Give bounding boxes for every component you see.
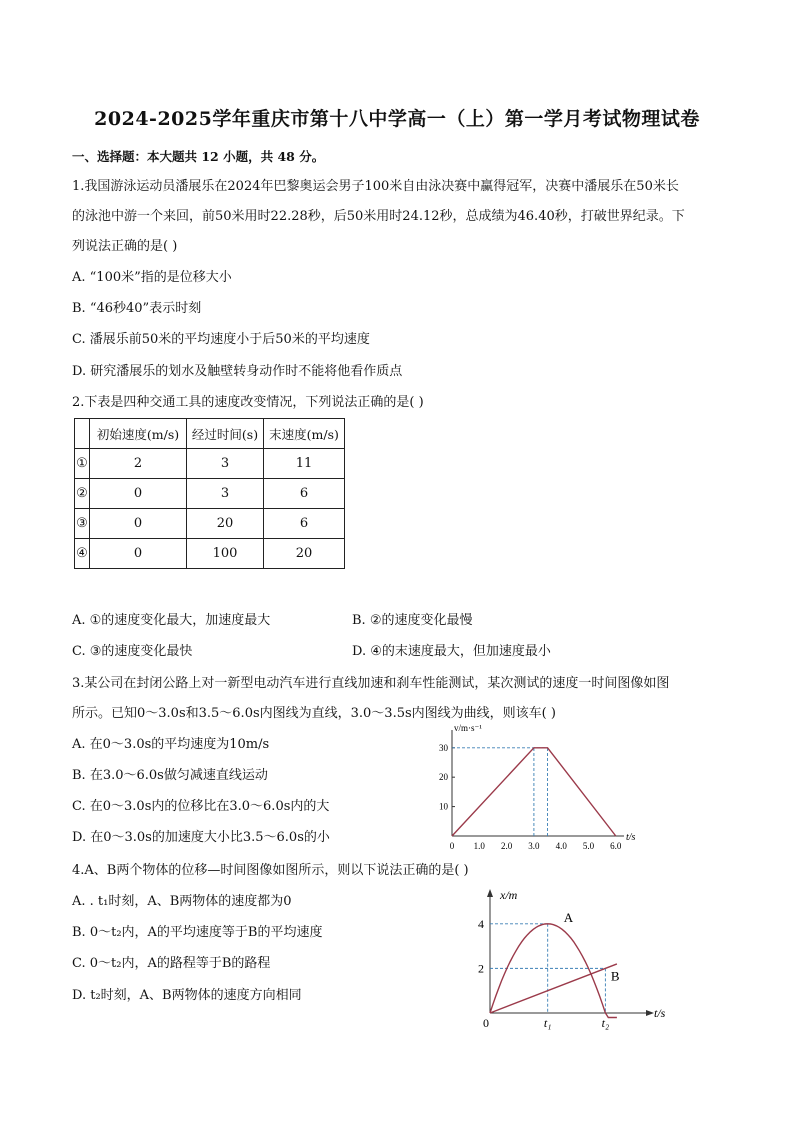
- x-tick-label: 6.0: [610, 841, 622, 851]
- x-tick-label: 0: [449, 841, 455, 851]
- x-tick-label: 1.0: [473, 841, 485, 851]
- q1-stem-line: 1.我国游泳运动员潘展乐在2024年巴黎奥运会男子100米自由泳决赛中赢得冠军，决赛中潘展乐在50米长: [72, 179, 679, 194]
- x-axis-arrow: [646, 1010, 654, 1016]
- q2-option-c: C. ③的速度变化最快: [72, 644, 193, 659]
- y-axis-label: v/m·s⁻¹: [454, 723, 482, 733]
- table-header: 经过时间(s): [187, 419, 264, 449]
- q2-option-b: B. ②的速度变化最慢: [352, 613, 473, 628]
- speed-table: [74, 418, 345, 569]
- q3-option-b: B. 在3.0～6.0s做匀减速直线运动: [72, 768, 268, 783]
- y-axis-label: x/m: [500, 888, 518, 902]
- x-tick-label: 2.0: [500, 841, 513, 851]
- table-cell: ①: [75, 449, 90, 479]
- table-cell: 0: [90, 479, 187, 509]
- x-tick-label: 3.0: [528, 841, 540, 851]
- q4-option-a: A. . t₁时刻，A、B两物体的速度都为0: [72, 894, 292, 909]
- q1-option-c: C. 潘展乐前50米的平均速度小于后50米的平均速度: [72, 332, 370, 347]
- table-cell: ③: [75, 509, 90, 539]
- q2-option-a: A. ①的速度变化最大，加速度最大: [72, 613, 271, 628]
- y-tick-label: 20: [439, 772, 448, 783]
- table-cell: 100: [187, 539, 264, 569]
- table-cell: 6: [264, 509, 345, 539]
- y-axis-arrow: [487, 889, 493, 897]
- q4-option-c: C. 0～t₂内，A的路程等于B的路程: [72, 956, 271, 971]
- table-cell: 2: [90, 449, 187, 479]
- series-a-label: A: [563, 909, 574, 925]
- table-cell: 11: [264, 449, 345, 479]
- table-cell: ④: [75, 539, 90, 569]
- table-header: [75, 419, 90, 449]
- x-tick-label: t₁: [543, 1016, 552, 1030]
- q4-option-b: B. 0～t₂内，A的平均速度等于B的平均速度: [72, 925, 323, 940]
- table-header: 初始速度(m/s): [90, 419, 187, 449]
- q1-stem-line: 列说法正确的是( ): [72, 239, 178, 254]
- table-cell: 3: [187, 479, 264, 509]
- y-tick-label: 2: [478, 961, 484, 976]
- y-tick-label: 4: [478, 916, 484, 931]
- table-cell: 0: [90, 539, 187, 569]
- x-tick-label: 4.0: [555, 841, 567, 851]
- q4-stem: 4.A、B两个物体的位移—时间图像如图所示，则以下说法正确的是( ): [72, 863, 469, 878]
- y-tick-label: 30: [439, 742, 448, 753]
- x-axis-label: t/s: [654, 1006, 666, 1020]
- table-cell: ②: [75, 479, 90, 509]
- table-cell: 20: [264, 539, 345, 569]
- series-b-label: B: [610, 968, 620, 984]
- table-row: [75, 539, 345, 569]
- table-header: 末速度(m/s): [264, 419, 345, 449]
- q2-option-d: D. ④的末速度最大，但加速度最小: [352, 644, 551, 659]
- section-heading: 一、选择题：本大题共 12 小题，共 48 分。: [72, 149, 325, 164]
- q3-option-d: D. 在0～3.0s的加速度大小比3.5～6.0s的小: [72, 830, 330, 845]
- table-cell: 6: [264, 479, 345, 509]
- q3-stem-line: 3.某公司在封闭公路上对一新型电动汽车进行直线加速和刹车性能测试，某次测试的速度一时间图像如图: [72, 676, 670, 691]
- displacement-time-chart: [470, 885, 670, 1035]
- q3-option-c: C. 在0～3.0s内的位移比在3.0～6.0s内的大: [72, 799, 330, 814]
- q3-option-a: A. 在0～3.0s的平均速度为10m/s: [72, 737, 270, 752]
- q1-option-a: A. “100米”指的是位移大小: [72, 270, 232, 285]
- x-axis-label: t/s: [626, 832, 636, 843]
- table-cell: 0: [90, 509, 187, 539]
- q3-stem-line: 所示。已知0～3.0s和3.5～6.0s内图线为直线，3.0～3.5s内图线为曲线，则该车( ): [72, 706, 556, 721]
- x-tick-label: 5.0: [582, 841, 595, 851]
- table-row: [75, 509, 345, 539]
- y-tick-label: 10: [439, 801, 448, 812]
- table-row: [75, 479, 345, 509]
- series-b-line: [490, 964, 617, 1013]
- q1-stem-line: 的泳池中游一个来回，前50米用时22.28秒，后50米用时24.12秒，总成绩为46.40秒，打破世界纪录。下: [72, 209, 685, 224]
- q4-option-d: D. t₂时刻，A、B两物体的速度方向相同: [72, 988, 302, 1003]
- table-cell: 3: [187, 449, 264, 479]
- table-cell: 20: [187, 509, 264, 539]
- q2-stem: 2.下表是四种交通工具的速度改变情况，下列说法正确的是( ): [72, 395, 424, 410]
- origin-label: 0: [483, 1016, 489, 1030]
- table-row: [75, 449, 345, 479]
- q1-option-b: B. “46秒40”表示时刻: [72, 301, 202, 316]
- velocity-time-chart: [420, 723, 636, 853]
- page-title: 2024-2025学年重庆市第十八中学高一（上）第一学月考试物理试卷: [94, 108, 700, 130]
- q1-option-d: D. 研究潘展乐的划水及触壁转身动作时不能将他看作质点: [72, 364, 403, 379]
- x-tick-label: t₂: [601, 1016, 610, 1030]
- table-header-row: [75, 419, 345, 449]
